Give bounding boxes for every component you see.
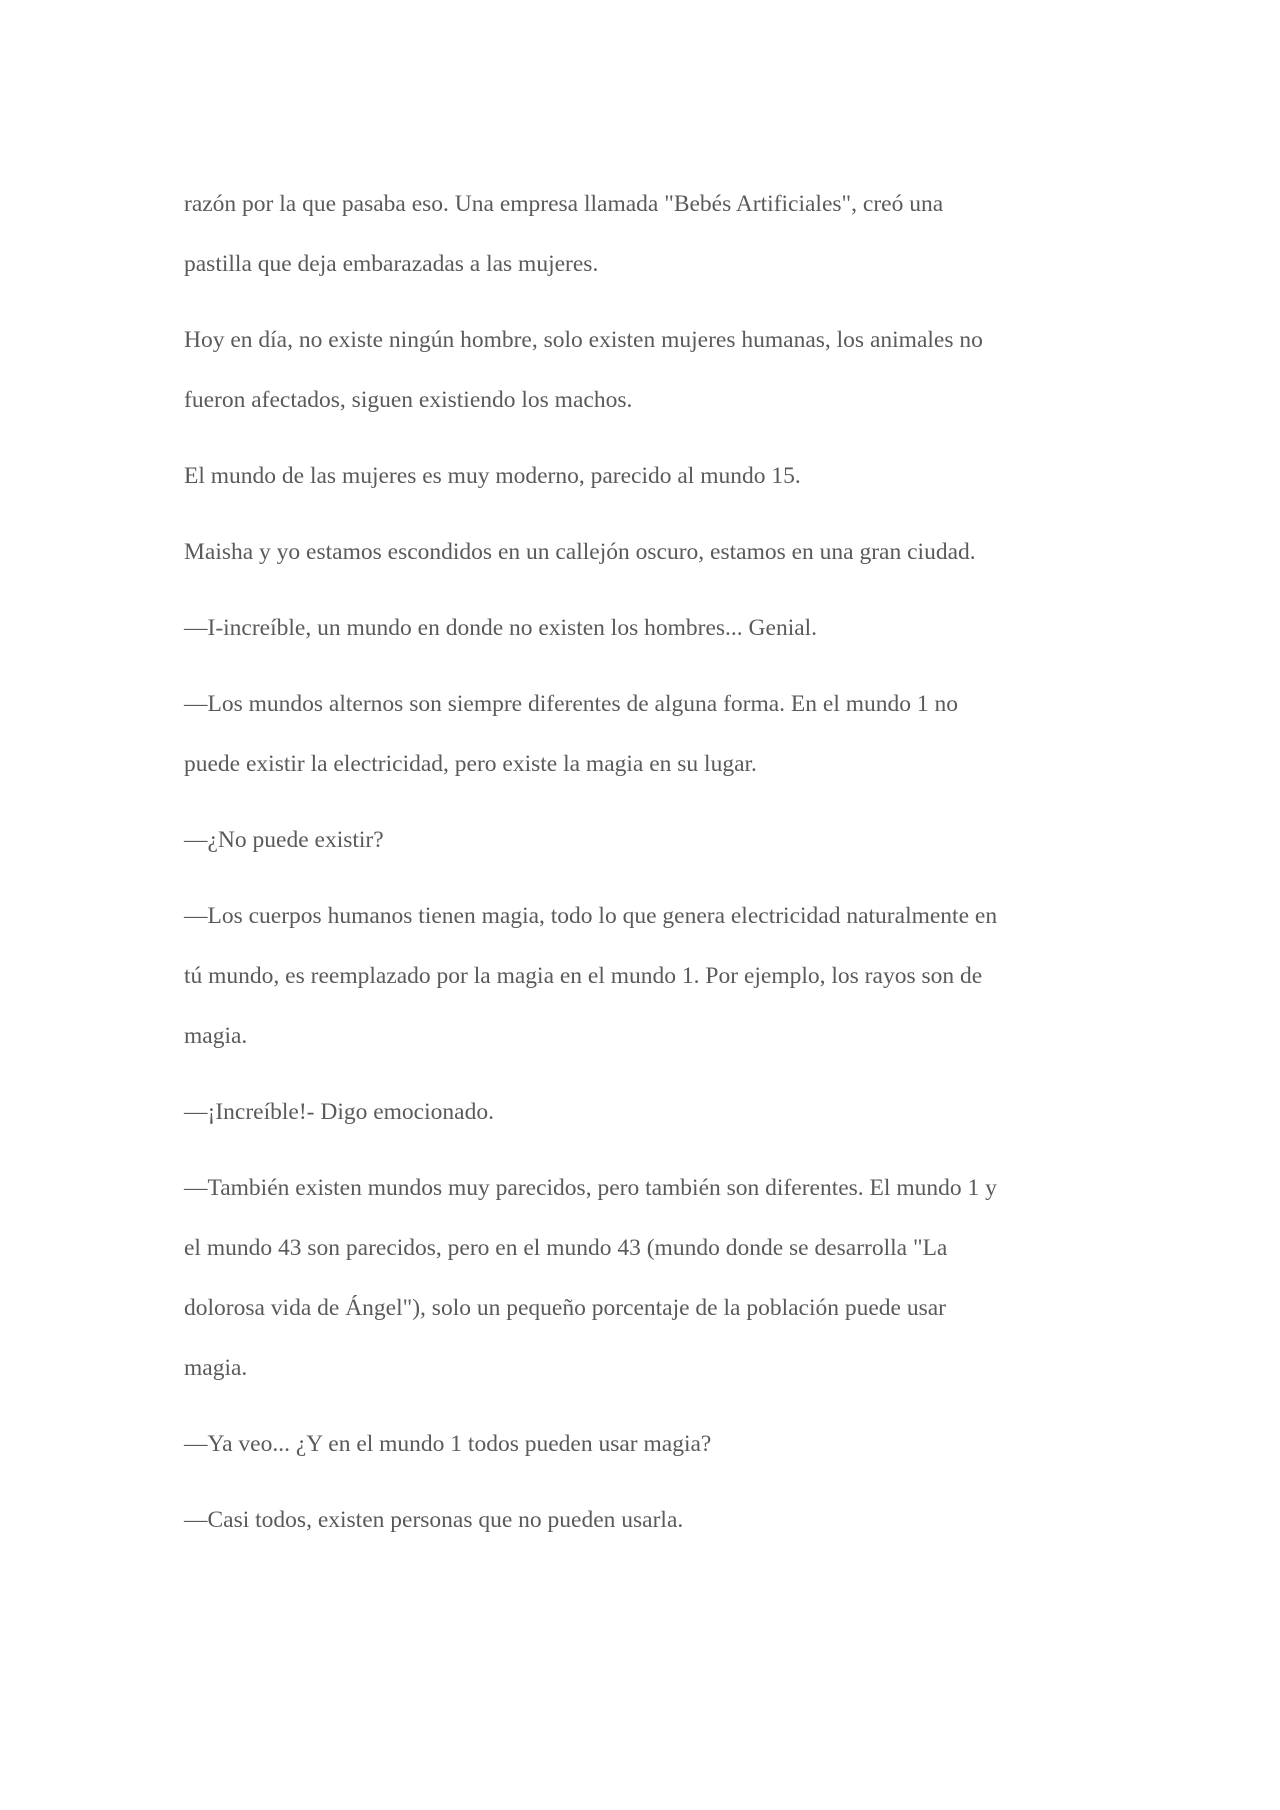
dialogue-paragraph: [184, 1158, 1104, 1398]
paragraph: [184, 446, 1104, 506]
paragraph: [184, 522, 1104, 582]
text-line: Maisha y yo estamos escondidos en un callejón oscuro, estamos en una gran ciudad.: [184, 539, 976, 565]
text-line: —¿No puede existir?: [184, 827, 384, 853]
text-line: fueron afectados, siguen existiendo los machos.: [184, 387, 633, 413]
text-line: dolorosa vida de Ángel"), solo un pequeño porcentaje de la población puede usar: [184, 1295, 947, 1321]
dialogue-paragraph: [184, 674, 1104, 794]
text-line: Hoy en día, no existe ningún hombre, solo existen mujeres humanas, los animales no: [184, 327, 983, 353]
document-body: [184, 174, 1104, 1566]
text-line: pastilla que deja embarazadas a las mujeres.: [184, 251, 599, 277]
dialogue-paragraph: [184, 1414, 1104, 1474]
paragraph: [184, 174, 1104, 294]
text-line: —I-increíble, un mundo en donde no existen los hombres... Genial.: [184, 615, 818, 641]
text-line: —Casi todos, existen personas que no pueden usarla.: [184, 1507, 684, 1533]
text-line: —Los mundos alternos son siempre diferentes de alguna forma. En el mundo 1 no: [184, 691, 959, 717]
text-line: El mundo de las mujeres es muy moderno, parecido al mundo 15.: [184, 463, 801, 489]
text-line: puede existir la electricidad, pero existe la magia en su lugar.: [184, 751, 757, 777]
dialogue-paragraph: [184, 886, 1104, 1066]
text-line: magia.: [184, 1023, 248, 1049]
text-line: —Los cuerpos humanos tienen magia, todo lo que genera electricidad naturalmente en: [184, 903, 998, 929]
dialogue-paragraph: [184, 810, 1104, 870]
text-line: —¡Increíble!- Digo emocionado.: [184, 1099, 494, 1125]
text-line: tú mundo, es reemplazado por la magia en el mundo 1. Por ejemplo, los rayos son de: [184, 963, 983, 989]
text-line: —También existen mundos muy parecidos, pero también son diferentes. El mundo 1 y: [184, 1175, 997, 1201]
text-line: magia.: [184, 1355, 248, 1381]
text-line: el mundo 43 son parecidos, pero en el mundo 43 (mundo donde se desarrolla "La: [184, 1235, 948, 1261]
paragraph: [184, 310, 1104, 430]
dialogue-paragraph: [184, 1082, 1104, 1142]
text-line: —Ya veo... ¿Y en el mundo 1 todos pueden usar magia?: [184, 1431, 712, 1457]
text-line: razón por la que pasaba eso. Una empresa llamada "Bebés Artificiales", creó una: [184, 191, 944, 217]
dialogue-paragraph: [184, 1490, 1104, 1550]
dialogue-paragraph: [184, 598, 1104, 658]
